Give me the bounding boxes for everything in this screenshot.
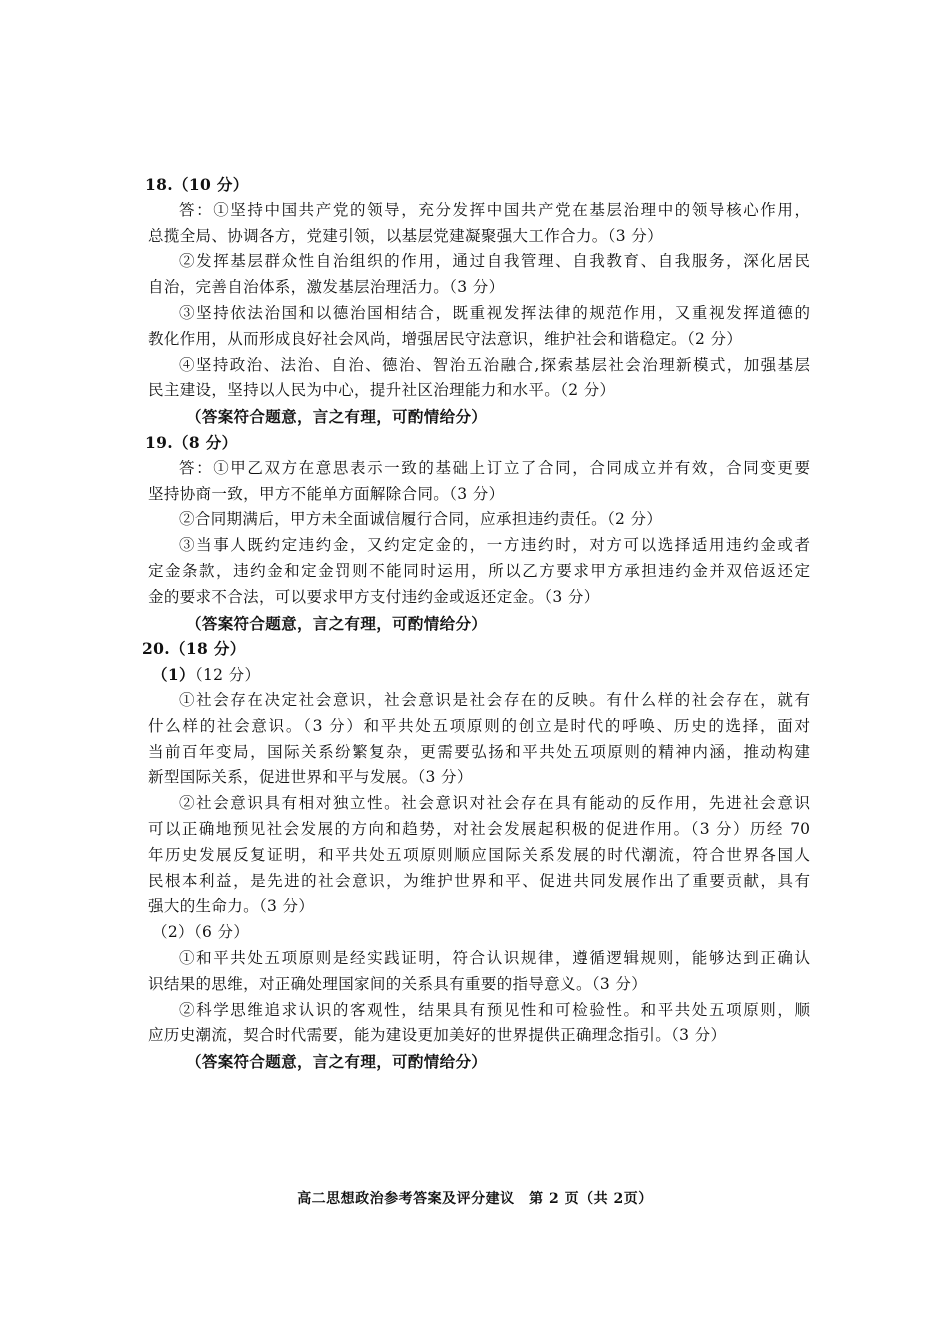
q19-line: 定金条款，违约金和定金罚则不能同时运用，所以乙方要求甲方承担违约金并双倍返还定 [148, 561, 810, 580]
q20-scoring-note: （答案符合题意，言之有理，可酌情给分） [186, 1052, 488, 1072]
q20-part1-line: 当前百年变局，国际关系纷繁复杂，更需要弘扬和平共处五项原则的精神内涵，推动构建 [148, 742, 810, 761]
page-footer: 高二思想政治参考答案及评分建议 第 2 页（共 2页） [297, 1191, 653, 1207]
answer-content [142, 172, 810, 1075]
q20-part1-line: ①社会存在决定社会意识，社会意识是社会存在的反映。有什么样的社会存在，就有 [179, 690, 810, 709]
q18-scoring-note: （答案符合题意，言之有理，可酌情给分） [186, 407, 488, 427]
q18-line: ②发挥基层群众性自治组织的作用，通过自我管理、自我教育、自我服务，深化居民 [179, 252, 810, 271]
q20-part1-line: ②社会意识具有相对独立性。社会意识对社会存在具有能动的反作用，先进社会意识 [179, 794, 810, 813]
question-20-title: 20.（18 分） [142, 639, 246, 659]
q19-line: 答：①甲乙双方在意思表示一致的基础上订立了合同，合同成立并有效，合同变更要 [179, 458, 810, 477]
q20-part2-line: 应历史潮流，契合时代需要，能为建设更加美好的世界提供正确理念指引。（3 分） [148, 1026, 727, 1045]
q20-part1-heading [152, 662, 810, 688]
question-19-title: 19.（8 分） [145, 432, 238, 452]
q19-line: 坚持协商一致，甲方不能单方面解除合同。（3 分） [148, 484, 505, 503]
q18-line: 民主建设，坚持以人民为中心，提升社区治理能力和水平。（2 分） [148, 381, 616, 400]
q18-line: 总揽全局、协调各方，党建引领，以基层党建凝聚强大工作合力。（3 分） [148, 226, 663, 245]
q20-part1-line: 什么样的社会意识。（3 分）和平共处五项原则的创立是时代的呼唤、历史的选择，面对 [148, 716, 810, 735]
question-18-title: 18.（10 分） [145, 175, 249, 194]
q19-scoring-note: （答案符合题意，言之有理，可酌情给分） [186, 613, 488, 633]
q20-part1-line: 年历史发展反复证明，和平共处五项原则顺应国际关系发展的时代潮流，符合世界各国人 [148, 845, 810, 864]
q19-line: ③当事人既约定违约金，又约定定金的，一方违约时，对方可以选择适用违约金或者 [179, 536, 810, 555]
q18-line: 自治，完善自治体系，激发基层治理活力。（3 分） [148, 278, 505, 297]
q20-part2-line: 识结果的思维，对正确处理国家间的关系具有重要的指导意义。（3 分） [148, 974, 648, 993]
q18-line: 教化作用，从而形成良好社会风尚，增强居民守法意识，维护社会和谐稳定。（2 分） [148, 329, 743, 348]
q20-part1-line: 强大的生命力。（3 分） [148, 897, 315, 916]
q19-line: 金的要求不合法，可以要求甲方支付违约金或返还定金。（3 分） [148, 587, 600, 606]
q20-part1-label: （1） [152, 665, 195, 685]
q20-part2-line: ①和平共处五项原则是经实践证明，符合认识规律，遵循逻辑规则，能够达到正确认 [179, 948, 810, 967]
q19-line: ②合同期满后，甲方未全面诚信履行合同，应承担违约责任。（2 分） [179, 510, 663, 529]
q20-part1-line: 可以正确地预见社会发展的方向和趋势，对社会发展起积极的促进作用。（3 分）历经 70 [148, 819, 810, 838]
q18-line: ④坚持政治、法治、自治、德治、智治五治融合,探索基层社会治理新模式，加强基层 [179, 355, 810, 374]
q20-part1-score: （12 分） [194, 666, 261, 685]
q20-part1-line: 民根本利益，是先进的社会意识，为维护世界和平、促进共同发展作出了重要贡献，具有 [148, 871, 810, 890]
q18-line: ③坚持依法治国和以德治国相结合，既重视发挥法律的规范作用，又重视发挥道德的 [179, 303, 810, 322]
q20-part1-line: 新型国际关系，促进世界和平与发展。（3 分） [148, 768, 473, 787]
q20-part2-heading: （2）（6 分） [152, 923, 250, 942]
q20-part2-line: ②科学思维追求认识的客观性，结果具有预见性和可检验性。和平共处五项原则，顺 [179, 1000, 810, 1019]
q18-line: 答：①坚持中国共产党的领导，充分发挥中国共产党在基层治理中的领导核心作用， [179, 200, 810, 219]
